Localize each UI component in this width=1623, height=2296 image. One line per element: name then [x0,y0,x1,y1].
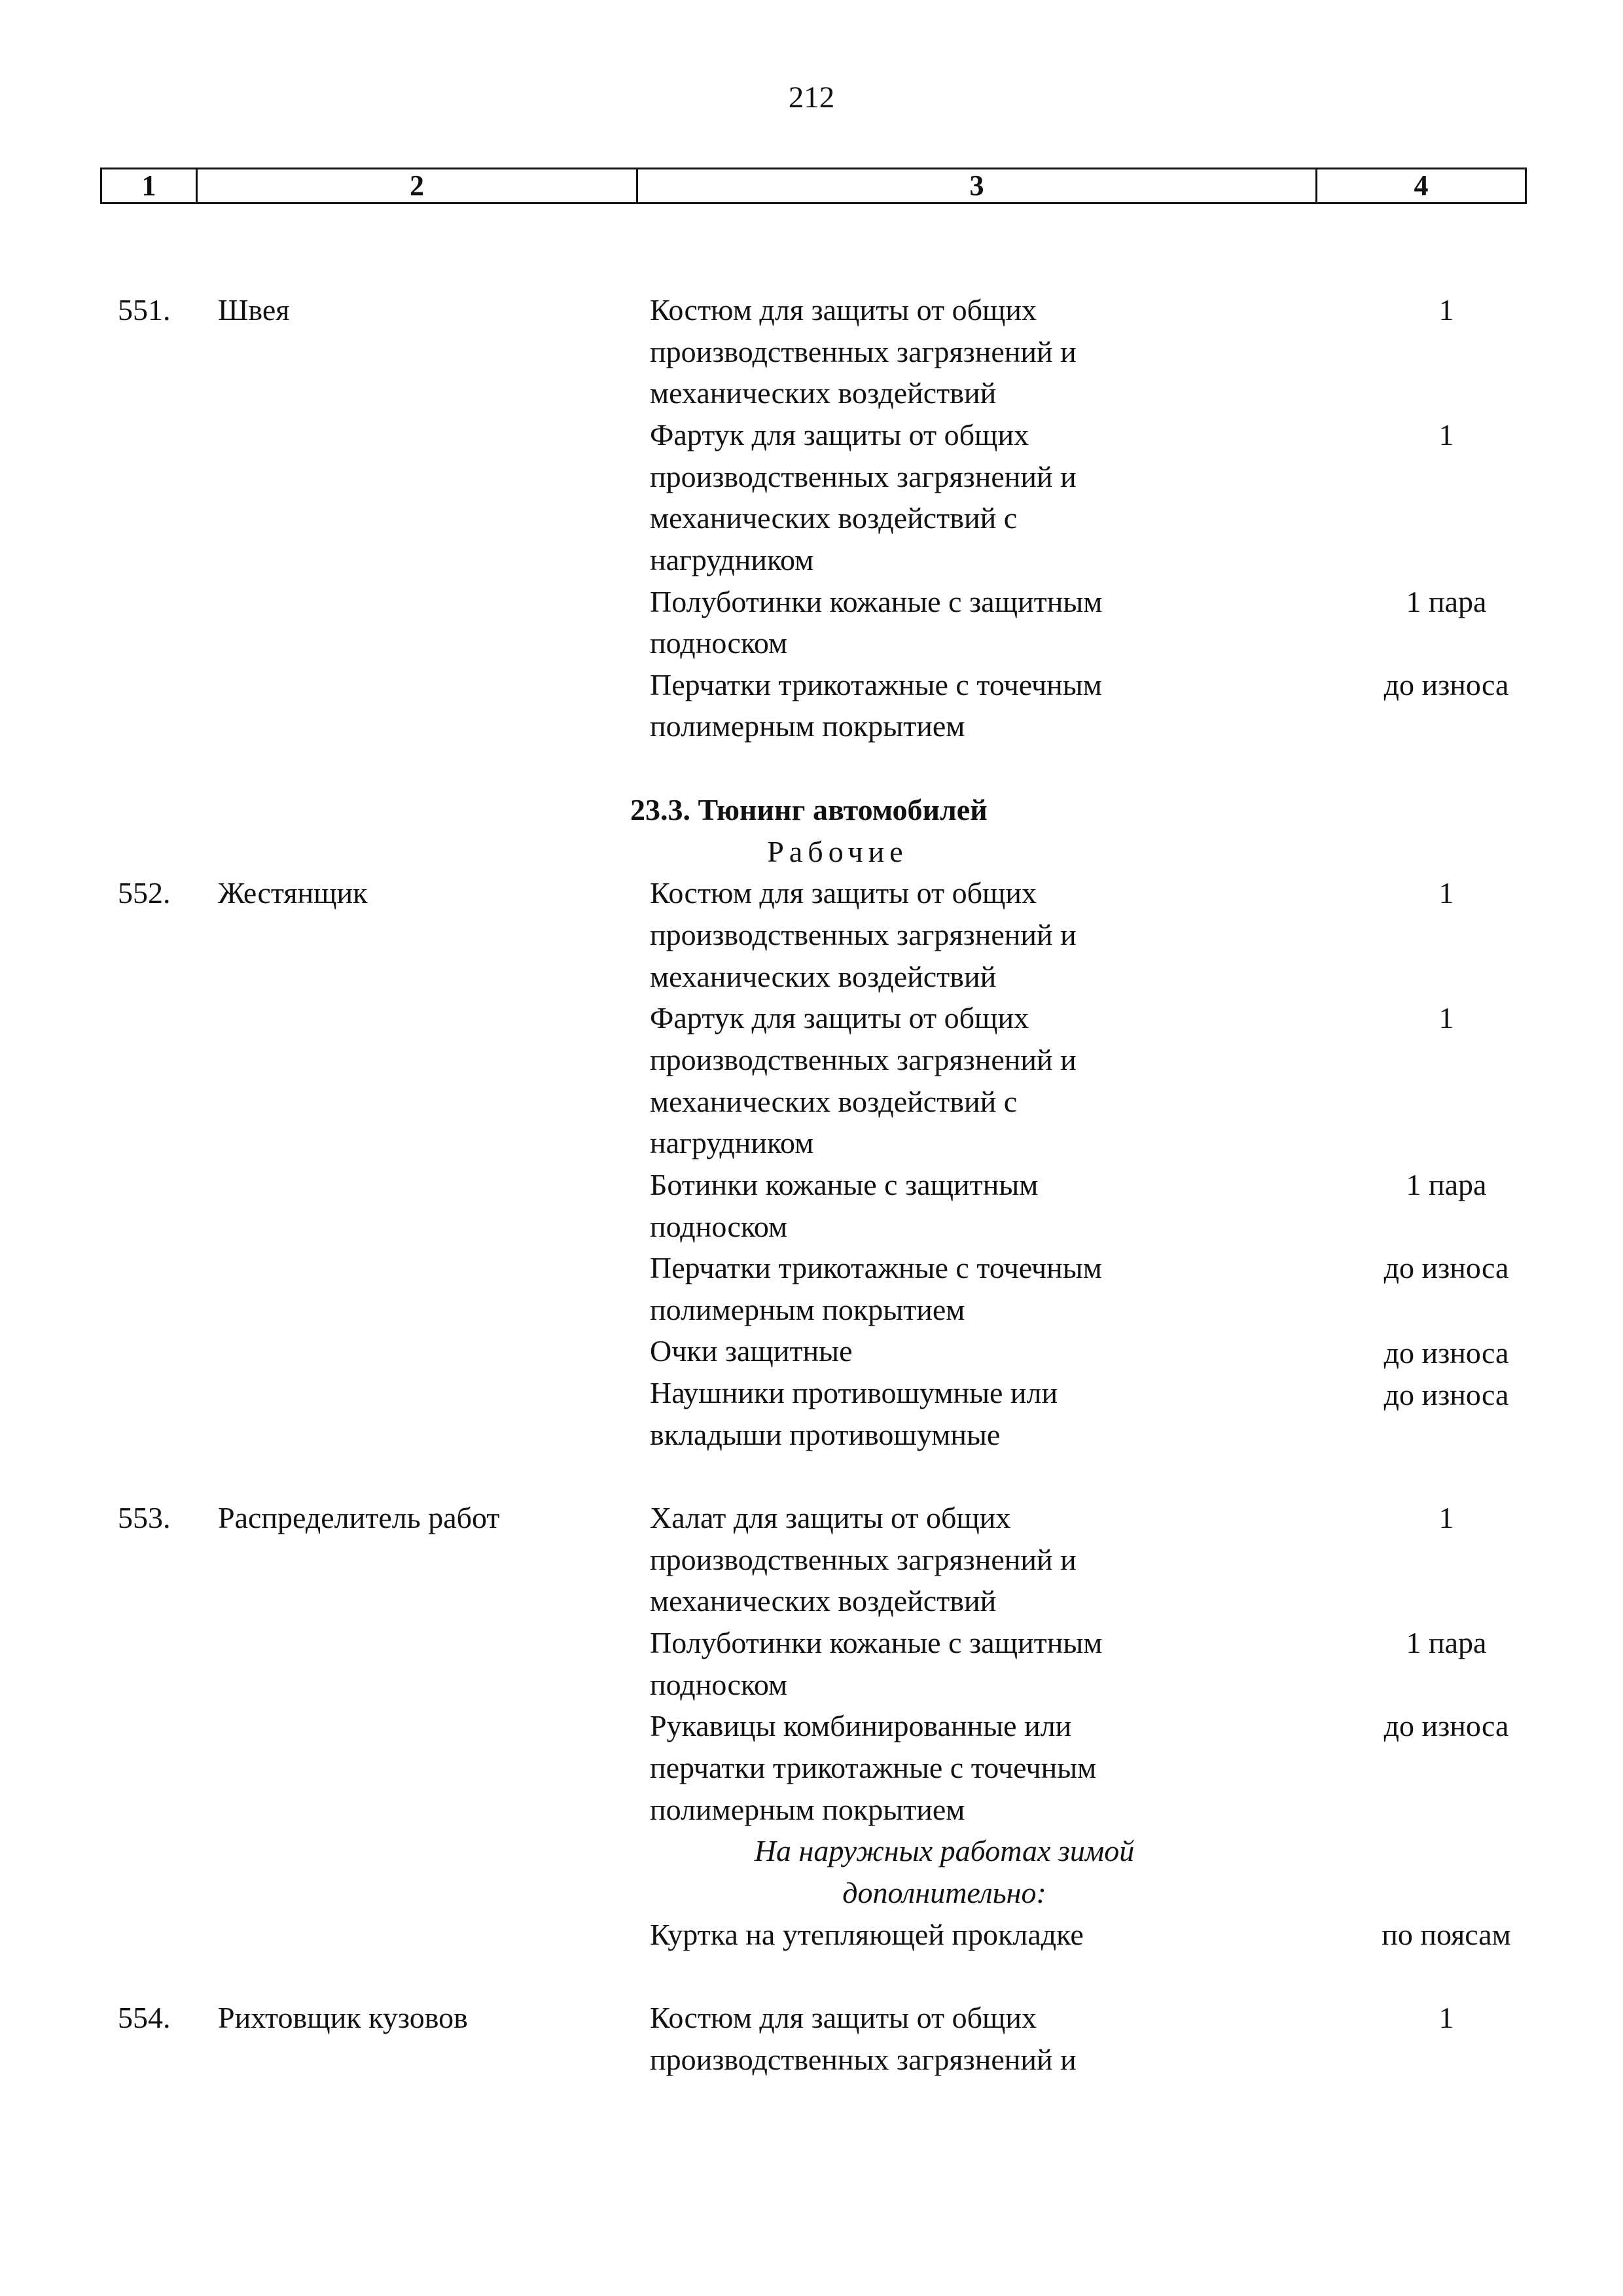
item-line: производственных загрязнений и [650,460,1077,493]
item-quantity: 1 [1438,876,1454,910]
item-quantity: 1 [1438,1501,1454,1534]
row-number: 551. [118,293,171,327]
item-line: Полуботинки кожаные с защитным [650,1626,1103,1659]
profession-name: Жестянщик [218,876,368,910]
column-header-3: 3 [637,169,1317,203]
item-line: подноском [650,1668,788,1701]
item-quantity: 1 [1438,1001,1454,1034]
item-line: механических воздействий [650,376,997,410]
item-quantity: до износа [1383,1709,1509,1742]
item-quantity: 1 [1438,293,1454,327]
item-line: механических воздействий [650,1584,997,1617]
item-line: производственных загрязнений и [650,335,1077,368]
section-subhead: Рабочие [767,835,908,868]
item-line: нагрудником [650,543,814,576]
item-line: полимерным покрытием [650,1793,965,1826]
item-line: перчатки трикотажные с точечным [650,1751,1097,1784]
item-quantity: до износа [1383,1336,1509,1369]
item-line: механических воздействий [650,960,997,993]
row-number: 554. [118,2001,171,2034]
item-line: Костюм для защиты от общих [650,293,1037,327]
note-line: На наружных работах зимой [754,1834,1135,1867]
item-line: полимерным покрытием [650,1293,965,1326]
item-line: производственных загрязнений и [650,2043,1077,2076]
item-line: подноском [650,626,788,660]
item-line: Рукавицы комбинированные или [650,1709,1072,1742]
item-line: нагрудником [650,1126,814,1159]
item-line: вкладыши противошумные [650,1418,1001,1451]
item-line: производственных загрязнений и [650,1543,1077,1576]
column-header-4: 4 [1317,169,1526,203]
profession-name: Распределитель работ [218,1501,500,1534]
item-quantity: 1 [1438,2001,1454,2034]
column-header-1: 1 [101,169,197,203]
item-quantity: до износа [1383,1251,1509,1284]
profession-name: Рихтовщик кузовов [218,2001,468,2034]
item-quantity: по поясам [1382,1918,1511,1951]
item-line: подноском [650,1210,788,1243]
item-line: Костюм для защиты от общих [650,2001,1037,2034]
item-quantity: 1 пара [1406,585,1487,618]
item-line: механических воздействий с [650,501,1018,535]
item-line: Фартук для защиты от общих [650,1001,1029,1034]
page-number: 212 [788,80,835,115]
item-line: производственных загрязнений и [650,918,1077,951]
column-header-2: 2 [197,169,637,203]
item-line: Перчатки трикотажные с точечным [650,668,1102,701]
item-quantity: до износа [1383,668,1509,701]
item-line: Наушники противошумные или [650,1376,1058,1409]
row-number: 553. [118,1501,171,1534]
item-quantity: 1 [1438,418,1454,451]
note-line: дополнительно: [842,1876,1046,1909]
item-line: полимерным покрытием [650,709,965,743]
item-quantity: до износа [1383,1378,1509,1411]
item-line: механических воздействий с [650,1085,1018,1118]
column-header-table [100,168,1527,204]
item-line: Перчатки трикотажные с точечным [650,1251,1102,1284]
item-line: Ботинки кожаные с защитным [650,1168,1039,1201]
item-line: Полуботинки кожаные с защитным [650,585,1103,618]
item-line: Очки защитные [650,1334,853,1368]
item-line: производственных загрязнений и [650,1043,1077,1076]
section-title: 23.3. Тюнинг автомобилей [630,793,988,826]
item-line: Костюм для защиты от общих [650,876,1037,910]
profession-name: Швея [218,293,290,327]
item-line: Фартук для защиты от общих [650,418,1029,451]
item-quantity: 1 пара [1406,1168,1487,1201]
item-line: Халат для защиты от общих [650,1501,1011,1534]
item-line: Куртка на утепляющей прокладке [650,1918,1084,1951]
row-number: 552. [118,876,171,910]
item-quantity: 1 пара [1406,1626,1487,1659]
